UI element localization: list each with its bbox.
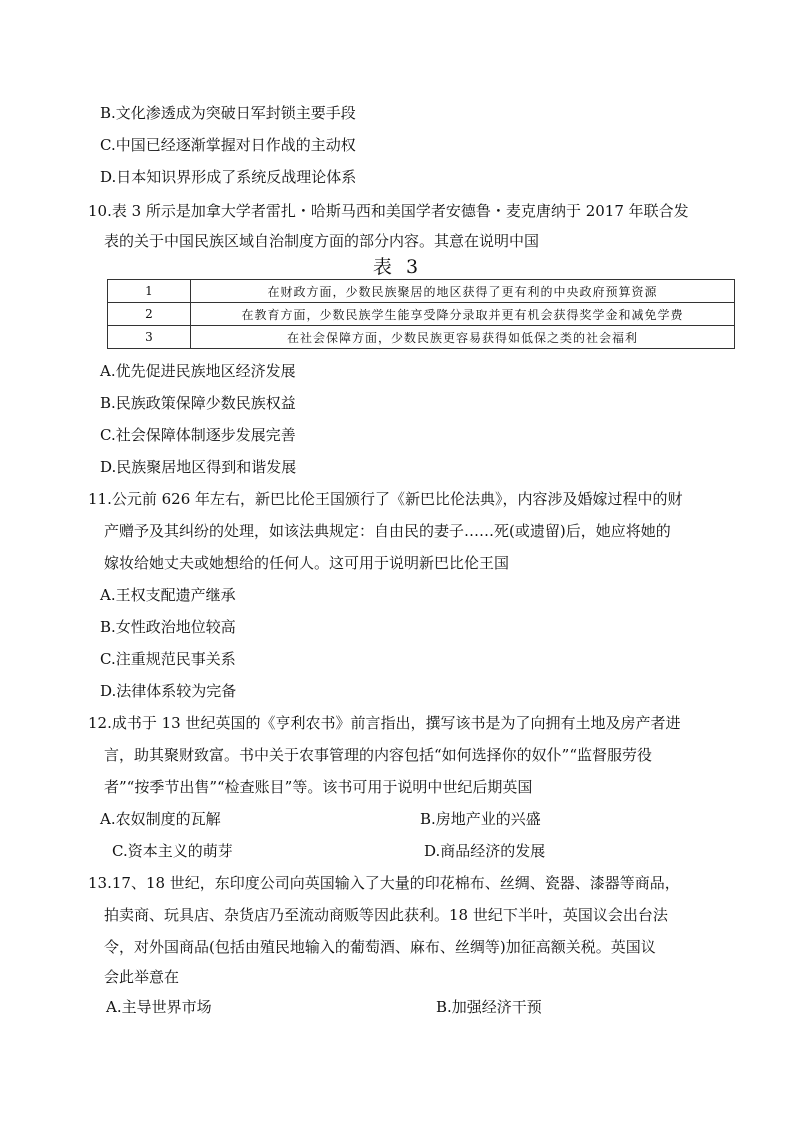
q10-option-c: C.社会保障体制逐步发展完善 xyxy=(100,426,296,444)
q11-option-b: B.女性政治地位较高 xyxy=(100,618,236,636)
q9-option-d: D.日本知识界形成了系统反战理论体系 xyxy=(100,168,357,186)
q13-stem-line-3: 令，对外国商品(包括由殖民地输入的葡萄酒、麻布、丝绸等)加征高额关税。英国议 xyxy=(104,938,656,956)
q12-option-b: B.房地产业的兴盛 xyxy=(420,810,541,828)
q10-option-d: D.民族聚居地区得到和谐发展 xyxy=(100,458,297,476)
table-cell-text: 在社会保障方面，少数民族更容易获得如低保之类的社会福利 xyxy=(191,326,735,349)
q11-option-d: D.法律体系较为完备 xyxy=(100,682,237,700)
q10-stem-line-1: 10.表 3 所示是加拿大学者雷扎・哈斯马西和美国学者安德鲁・麦克唐纳于 2017 年联合发 xyxy=(88,202,689,220)
q13-stem-line-1: 13.17、18 世纪，东印度公司向英国输入了大量的印花棉布、丝绸、瓷器、漆器等商品， xyxy=(88,874,680,892)
table-3 xyxy=(107,279,735,349)
q12-stem-line-2: 言，助其聚财致富。书中关于农事管理的内容包括“如何选择你的奴仆”“监督服劳役 xyxy=(104,746,653,764)
q9-option-c: C.中国已经逐渐掌握对日作战的主动权 xyxy=(100,136,356,154)
q11-option-c: C.注重规范民事关系 xyxy=(100,650,236,668)
table-row xyxy=(108,303,735,326)
q12-option-d: D.商品经济的发展 xyxy=(424,842,546,860)
q12-option-c: C.资本主义的萌芽 xyxy=(112,842,233,860)
q10-stem-line-2: 表的关于中国民族区域自治制度方面的部分内容。其意在说明中国 xyxy=(104,232,540,250)
q11-stem-line-3: 嫁妆给她丈夫或她想给的任何人。这可用于说明新巴比伦王国 xyxy=(104,554,510,572)
table-cell-num: 1 xyxy=(108,280,191,303)
q12-stem-line-3: 者”“按季节出售”“检查账目”等。该书可用于说明中世纪后期英国 xyxy=(104,778,533,796)
table-cell-text: 在教育方面，少数民族学生能享受降分录取并更有机会获得奖学金和减免学费 xyxy=(191,303,735,326)
q10-option-b: B.民族政策保障少数民族权益 xyxy=(100,394,296,412)
q11-stem-line-2: 产赠予及其纠纷的处理，如该法典规定：自由民的妻子……死(或遗留)后，她应将她的 xyxy=(104,522,671,540)
q9-option-b: B.文化渗透成为突破日军封锁主要手段 xyxy=(100,104,356,122)
table-cell-num: 3 xyxy=(108,326,191,349)
q11-option-a: A.王权支配遗产继承 xyxy=(100,586,236,604)
table-cell-num: 2 xyxy=(108,303,191,326)
q10-option-a: A.优先促进民族地区经济发展 xyxy=(100,362,296,380)
table-cell-text: 在财政方面，少数民族聚居的地区获得了更有利的中央政府预算资源 xyxy=(191,280,735,303)
q12-option-a: A.农奴制度的瓦解 xyxy=(100,810,221,828)
table-3-title: 表 3 xyxy=(372,256,423,278)
q12-stem-line-1: 12.成书于 13 世纪英国的《亨利农书》前言指出，撰写该书是为了向拥有土地及房产者进 xyxy=(88,714,681,732)
q13-option-a: A.主导世界市场 xyxy=(106,998,212,1016)
q13-stem-line-2: 拍卖商、玩具店、杂货店乃至流动商贩等因此获利。18 世纪下半叶，英国议会出台法 xyxy=(104,906,668,924)
table-row xyxy=(108,326,735,349)
q13-stem-line-4: 会此举意在 xyxy=(104,968,180,986)
q13-option-b: B.加强经济干预 xyxy=(436,998,542,1016)
q11-stem-line-1: 11.公元前 626 年左右，新巴比伦王国颁行了《新巴比伦法典》，内容涉及婚嫁过程中的财 xyxy=(88,490,683,508)
table-row xyxy=(108,280,735,303)
